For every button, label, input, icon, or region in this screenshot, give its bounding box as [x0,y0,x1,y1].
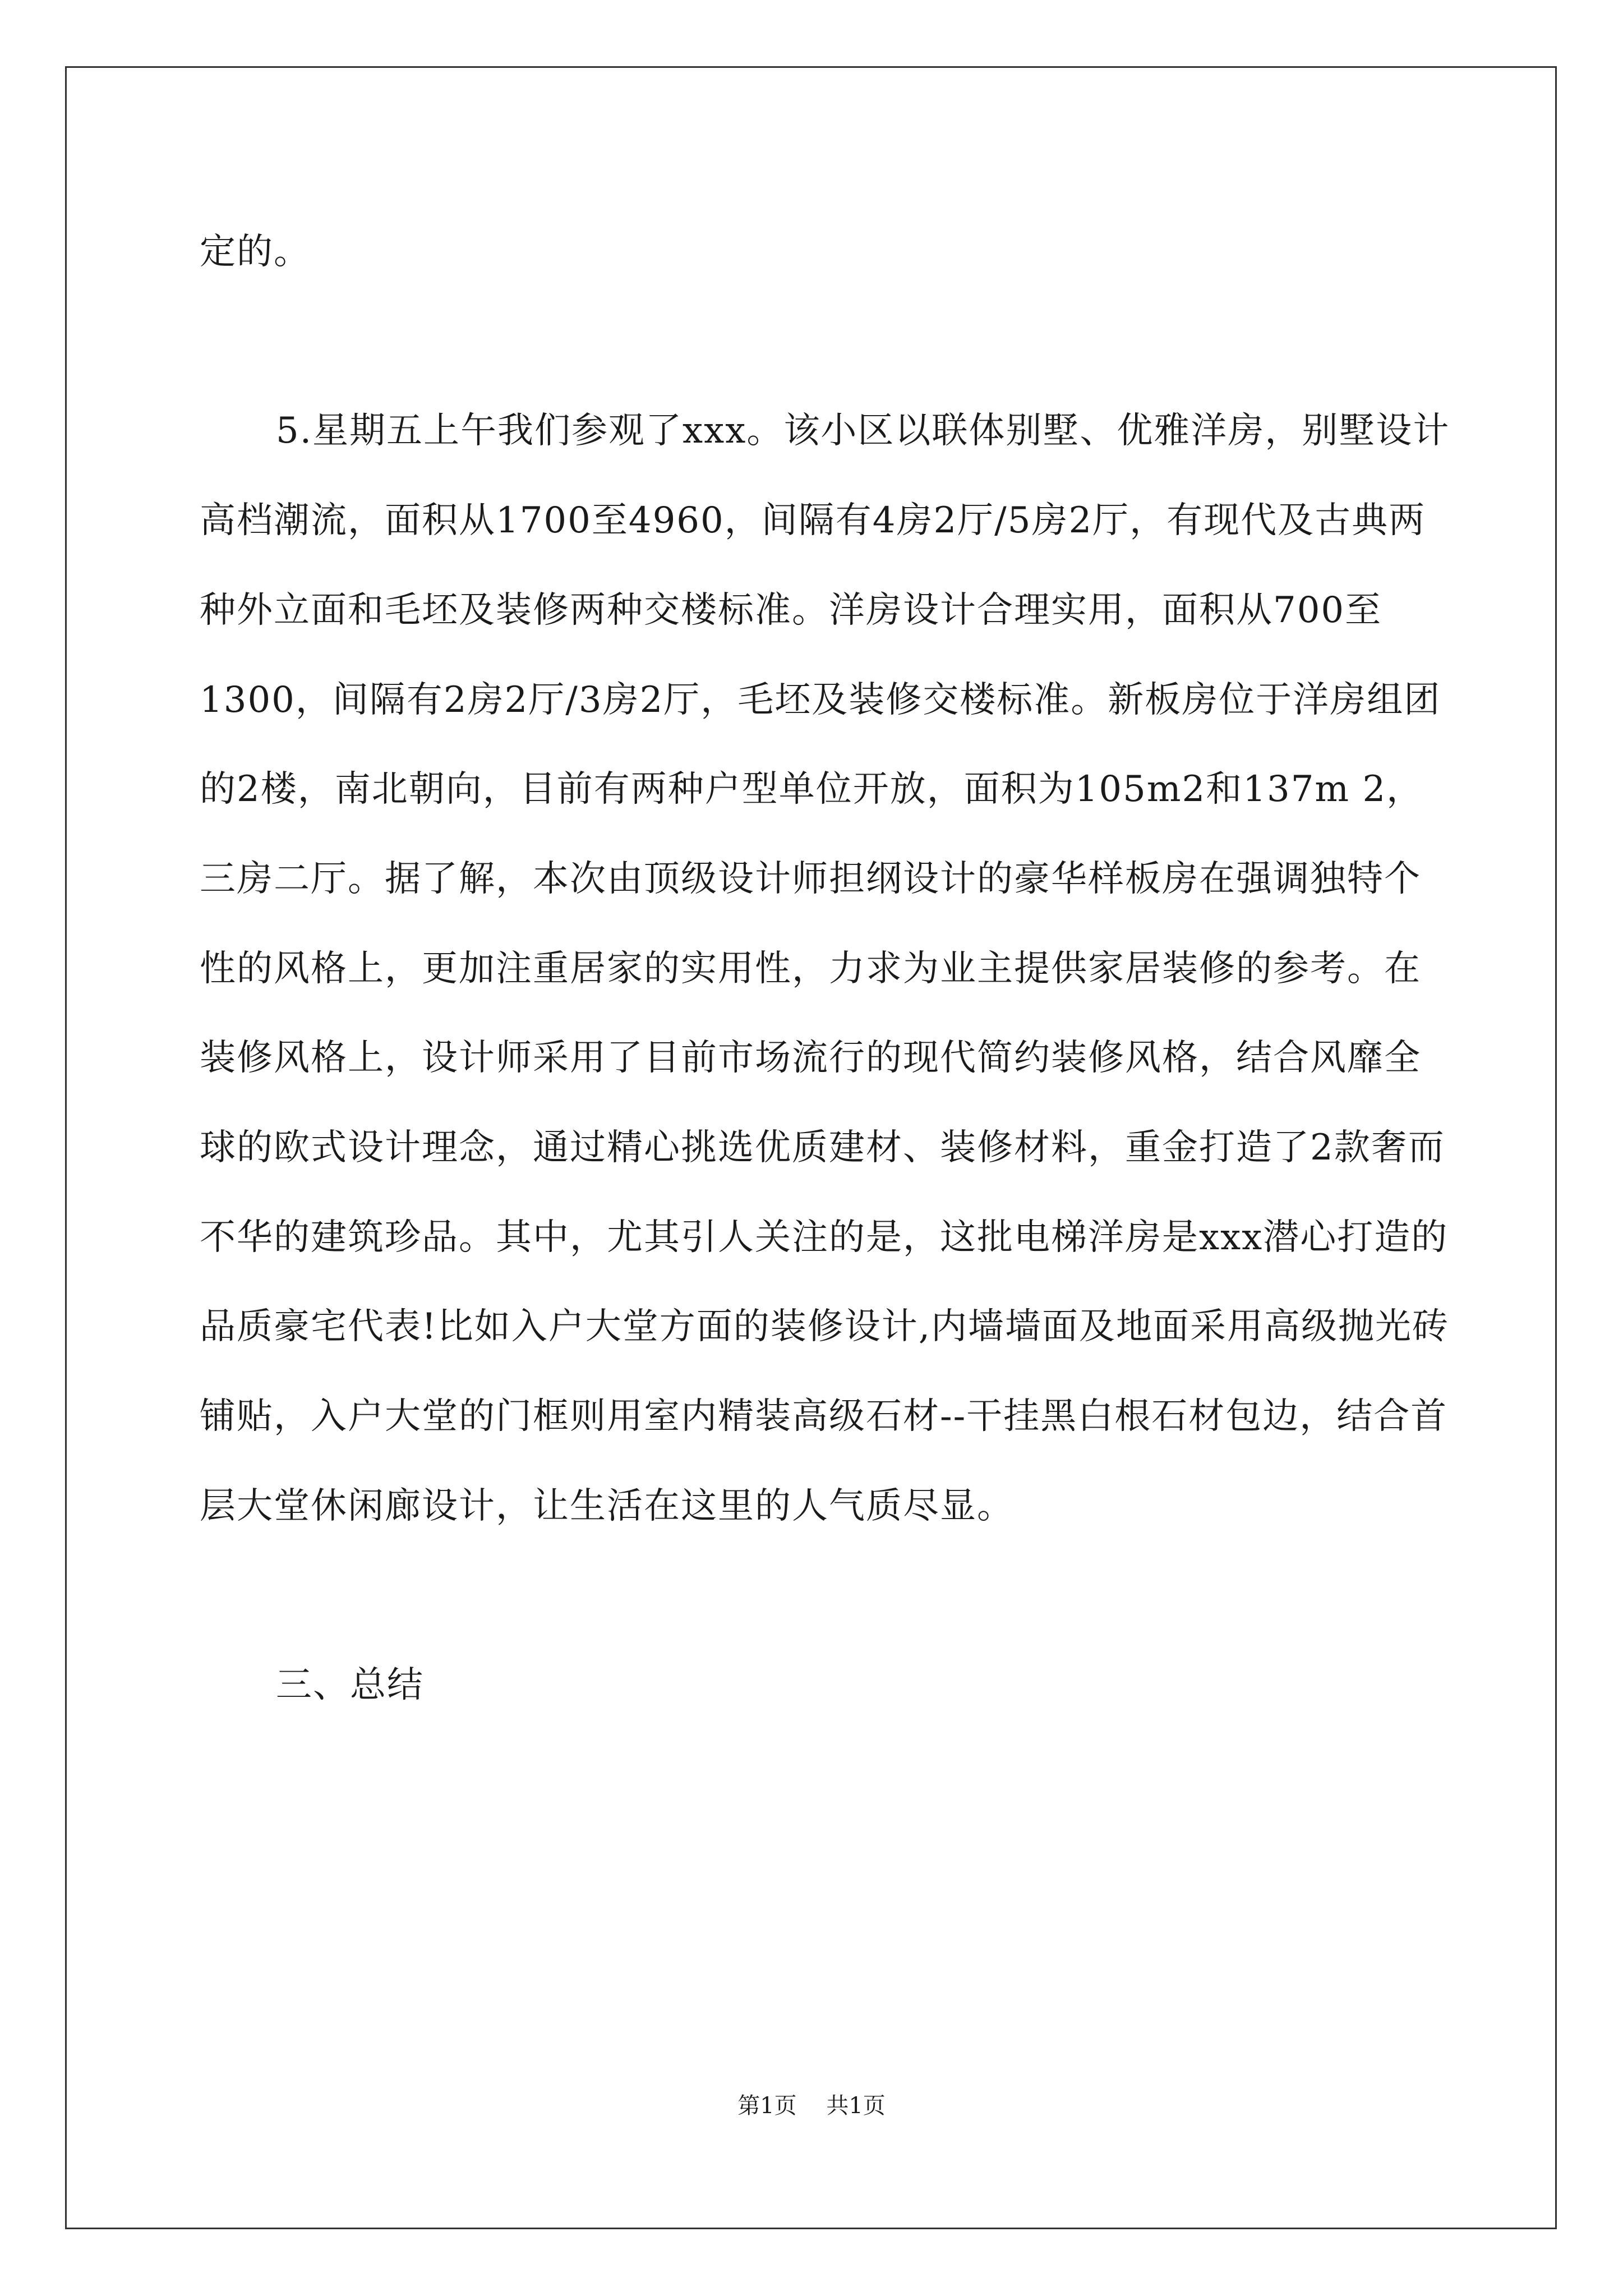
page-total: 共1页 [826,2093,886,2119]
paragraph-item-5: 5.星期五上午我们参观了xxx。该小区以联体别墅、优雅洋房，别墅设计高档潮流，面积从1700至4960，间隔有4房2厅/5房2厅，有现代及古典两种外立面和毛坯及装修两种交楼标准。洋房设计合理实用，面积从700至1300，间隔有2房2厅/3房2厅，毛坯及装修交楼标准。新板房位于洋房组团的2楼，南北朝向，目前有两种户型单位开放，面积为105m2和137m 2，三房二厅。据了解，本次由顶级设计师担纲设计的豪华样板房在强调独特个性的风格上，更加注重居家的实用性，力求为业主提供家居装修的参考。在装修风格上，设计师采用了目前市场流行的现代简约装修风格，结合风靡全球的欧式设计理念，通过精心挑选优质建材、装修材料，重金打造了2款奢而不华的建筑珍品。其中，尤其引人关注的是，这批电梯洋房是xxx潜心打造的品质豪宅代表!比如入户大堂方面的装修设计,内墙墙面及地面采用高级抛光砖铺贴，入户大堂的门框则用室内精装高级石材--干挂黑白根石材包边，结合首层大堂休闲廊设计，让生活在这里的人气质尽显。 [200,410,1450,1527]
document-body [200,208,1456,1731]
page-number: 第1页 [737,2093,797,2119]
section-heading-summary: 三、总结 [276,1664,424,1706]
paragraph-continuation: 定的。 [200,231,311,273]
page-footer [0,2088,1623,2120]
